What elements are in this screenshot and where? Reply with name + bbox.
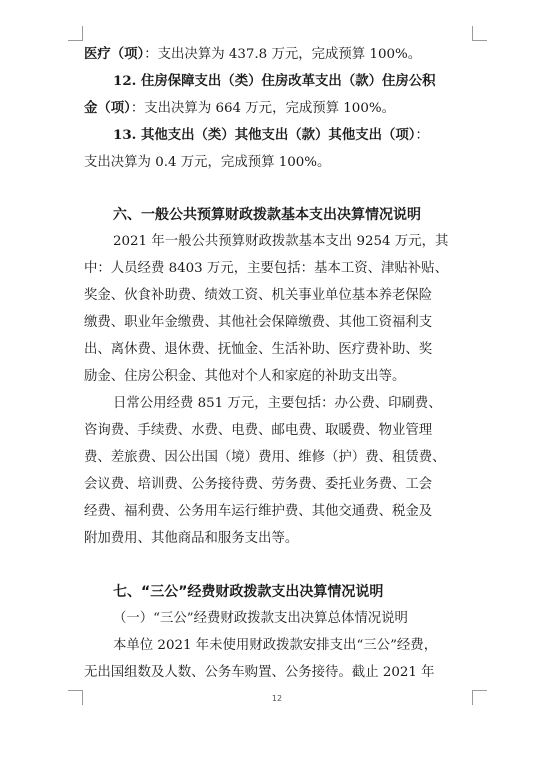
text-line: 会议费、培训费、公务接待费、劳务费、委托业务费、工会 — [84, 477, 433, 492]
section-heading: 七、“三公”经费财政拨款支出决算情况说明 — [113, 584, 384, 600]
text-line: 经费、福利费、公务用车运行维护费、其他交通费、税金及 — [84, 504, 433, 519]
text-line: 无出国组数及人数、公务车购置、公务接待。截止 2021 年 — [84, 665, 435, 680]
text-line: 医疗（项）：支出决算为 437.8 万元，完成预算 100%。 — [84, 46, 422, 62]
text-line: 日常公用经费 851 万元，主要包括：办公费、印刷费、 — [113, 396, 442, 411]
text-line: 奖金、伙食补助费、绩效工资、机关事业单位基本养老保险 — [84, 288, 433, 303]
page-number: 12 — [271, 694, 283, 703]
text-line: 金（项）：支出决算为 664 万元，完成预算 100%。 — [84, 100, 395, 116]
text-line: 本单位 2021 年未使用财政拨款安排支出“三公”经费， — [113, 638, 438, 653]
section-heading: 六、一般公共预算财政拨款基本支出决算情况说明 — [113, 207, 421, 223]
text-line: 咨询费、手续费、水费、电费、邮电费、取暖费、物业管理 — [84, 423, 433, 438]
text-line: 出、离休费、退休费、抚恤金、生活补助、医疗费补助、奖 — [84, 342, 433, 357]
text-line: 励金、住房公积金、其他对个人和家庭的补助支出等。 — [84, 369, 406, 384]
text-line: 附加费用、其他商品和服务支出等。 — [84, 531, 299, 546]
text-line: 2021 年一般公共预算财政拨款基本支出 9254 万元，其 — [113, 234, 449, 249]
text-line: 13. 其他支出（类）其他支出（款）其他支出（项）： — [113, 127, 429, 143]
text-line: 中：人员经费 8403 万元，主要包括：基本工资、津贴补贴、 — [84, 261, 448, 276]
text-line: 费、差旅费、因公出国（境）费用、维修（护）费、租赁费、 — [84, 450, 446, 465]
crop-mark-top-right — [472, 26, 487, 41]
subsection-heading: （一）“三公”经费财政拨款支出决算总体情况说明 — [113, 611, 408, 626]
text-line: 缴费、职业年金缴费、其他社会保障缴费、其他工资福利支 — [84, 315, 433, 330]
crop-mark-top-left — [68, 26, 83, 41]
text-line: 支出决算为 0.4 万元，完成预算 100%。 — [84, 155, 331, 170]
text-line: 12. 住房保障支出（类）住房改革支出（款）住房公积 — [113, 73, 436, 89]
